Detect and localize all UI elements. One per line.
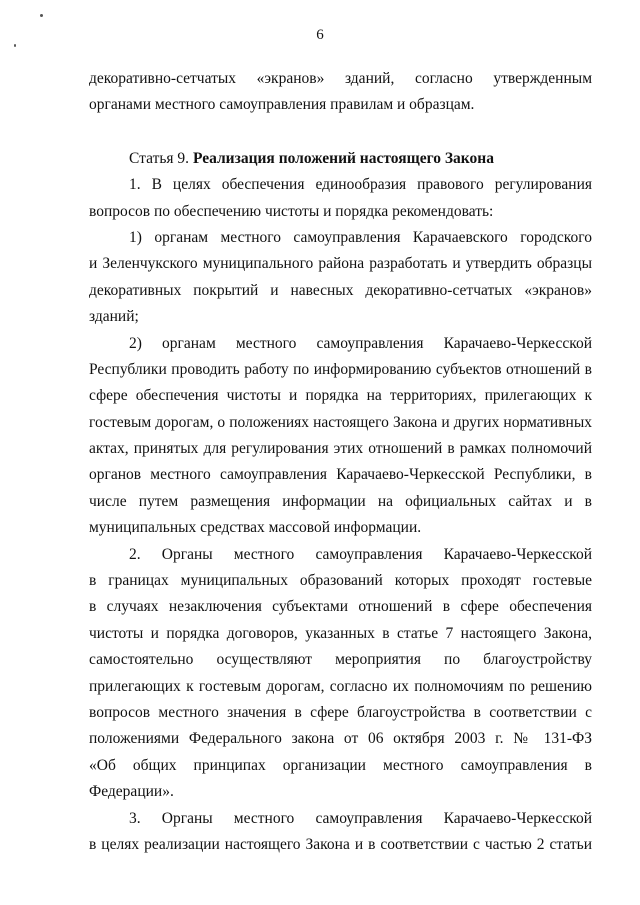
text-line: прилегающих к гостевым дорогам, согласно их полномочиям по решению bbox=[89, 677, 592, 695]
article-title: Реализация положений настоящего Закона bbox=[192, 149, 494, 167]
text-line: 1. В целях обеспечения единообразия правового регулирования bbox=[129, 176, 592, 194]
text-line: вопросов местного значения в сфере благоустройства в соответствии с bbox=[89, 703, 592, 721]
text-line: гостевым дорогам, о положениях настоящего Закона и других нормативных bbox=[89, 413, 592, 431]
text-line: и Зеленчукского муниципального района разработать и утвердить образцы bbox=[89, 255, 592, 273]
page-number: 6 bbox=[316, 27, 324, 43]
text-line: декоративно-сетчатых «экранов» зданий, согласно утвержденным bbox=[89, 70, 592, 87]
text-line: самостоятельно осуществляют мероприятия по благоустройству bbox=[89, 651, 592, 669]
text-line: муниципальных средствах массовой информации. bbox=[89, 519, 422, 537]
text-line: в целях реализации настоящего Закона и в соответствии с частью 2 статьи bbox=[89, 835, 592, 853]
text-line: положениями Федерального закона от 06 октября 2003 г. № 131-ФЗ bbox=[89, 730, 592, 748]
text-line: Федерации». bbox=[89, 783, 174, 801]
text-line: 3. Органы местного самоуправления Карачаево-Черкесской bbox=[129, 809, 592, 827]
text-line: Республики проводить работу по информированию субъектов отношений в bbox=[89, 360, 592, 378]
text-line: числе путем размещения информации на официальных сайтах и в bbox=[89, 492, 592, 510]
text-line: актах, принятых для регулирования этих отношений в рамках полномочий bbox=[89, 440, 592, 458]
text-line: в границах муниципальных образований которых проходят гостевые bbox=[89, 572, 592, 590]
text-line: 2. Органы местного самоуправления Карачаево-Черкесской bbox=[129, 545, 592, 563]
text-line: чистоты и порядка договоров, указанных в статье 7 настоящего Закона, bbox=[89, 624, 592, 642]
text-line: сфере обеспечения чистоты и порядка на территориях, прилегающих к bbox=[89, 387, 592, 405]
text-line: зданий; bbox=[89, 308, 139, 326]
scan-speck bbox=[40, 14, 43, 17]
text-line: декоративных покрытий и навесных декоративно-сетчатых «экранов» bbox=[89, 281, 592, 299]
text-line: 2) органам местного самоуправления Карачаево-Черкесской bbox=[129, 334, 592, 352]
text-line: вопросов по обеспечению чистоты и порядка рекомендовать: bbox=[89, 202, 494, 220]
article-number: Статья 9. bbox=[129, 149, 190, 167]
document-body bbox=[89, 66, 592, 858]
text-line: в случаях незаключения субъектами отношений в сфере обеспечения bbox=[89, 598, 592, 616]
text-line: 1) органам местного самоуправления Карачаевского городского bbox=[129, 228, 592, 246]
text-line: «Об общих принципах организации местного самоуправления в bbox=[89, 756, 592, 774]
article-heading bbox=[89, 146, 592, 172]
spacer bbox=[89, 119, 592, 146]
scan-speck bbox=[14, 44, 16, 47]
text-line: органами местного самоуправления правилам и образцам. bbox=[89, 96, 475, 114]
text-line: органов местного самоуправления Карачаево-Черкесской Республики, в bbox=[89, 466, 592, 484]
